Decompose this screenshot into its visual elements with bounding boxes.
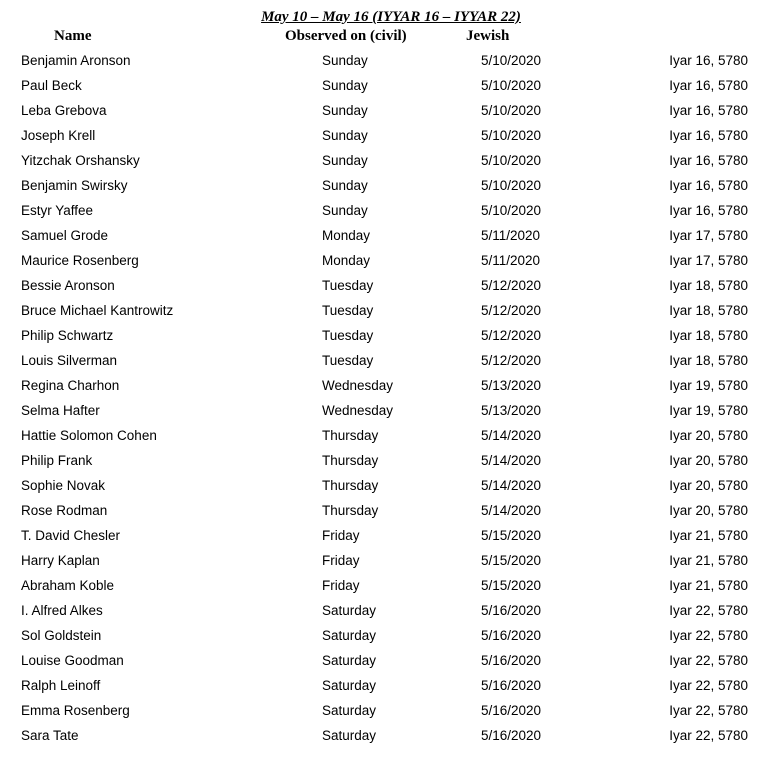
jewish-date: Iyar 18, 5780 [669,353,748,368]
observed-day: Sunday [322,53,368,68]
person-name: T. David Chesler [21,528,121,543]
jewish-date: Iyar 22, 5780 [669,628,748,643]
jewish-date: Iyar 20, 5780 [669,503,748,518]
jewish-date: Iyar 21, 5780 [669,578,748,593]
list-item [0,198,764,223]
list-item [0,523,764,548]
civil-date: 5/10/2020 [481,153,542,168]
civil-date: 5/13/2020 [481,403,542,418]
observed-day: Wednesday [322,378,394,393]
jewish-date: Iyar 21, 5780 [669,528,748,543]
column-header-jewish: Jewish [466,28,510,44]
jewish-date: Iyar 22, 5780 [669,703,748,718]
civil-date: 5/15/2020 [481,553,542,568]
list-item [0,548,764,573]
list-item [0,223,764,248]
observed-day: Wednesday [322,403,394,418]
page-title: May 10 – May 16 (IYYAR 16 – IYYAR 22) [261,9,521,25]
jewish-date: Iyar 19, 5780 [669,378,748,393]
observed-day: Saturday [322,603,377,618]
person-name: Samuel Grode [21,228,109,243]
jewish-date: Iyar 20, 5780 [669,478,748,493]
list-item [0,423,764,448]
person-name: Philip Frank [21,453,93,468]
observed-day: Saturday [322,628,377,643]
names-list [0,48,764,748]
list-item [0,298,764,323]
list-item [0,723,764,748]
observed-day: Thursday [322,453,379,468]
observed-day: Saturday [322,728,377,743]
person-name: Ralph Leinoff [21,678,101,693]
list-item [0,398,764,423]
list-item [0,73,764,98]
civil-date: 5/13/2020 [481,378,542,393]
civil-date: 5/12/2020 [481,353,542,368]
civil-date: 5/16/2020 [481,728,542,743]
jewish-date: Iyar 16, 5780 [669,128,748,143]
list-item [0,148,764,173]
person-name: Rose Rodman [21,503,108,518]
list-item [0,173,764,198]
civil-date: 5/16/2020 [481,628,542,643]
civil-date: 5/16/2020 [481,603,542,618]
jewish-date: Iyar 18, 5780 [669,278,748,293]
civil-date: 5/10/2020 [481,178,542,193]
person-name: Paul Beck [21,78,82,93]
list-item [0,48,764,73]
person-name: Sophie Novak [21,478,106,493]
observed-day: Tuesday [322,328,374,343]
observed-day: Monday [322,228,371,243]
column-header-name: Name [54,28,92,44]
list-item [0,123,764,148]
observed-day: Sunday [322,178,368,193]
list-item [0,248,764,273]
list-item [0,373,764,398]
observed-day: Monday [322,253,371,268]
jewish-date: Iyar 22, 5780 [669,653,748,668]
person-name: Sara Tate [21,728,79,743]
person-name: Joseph Krell [21,128,96,143]
jewish-date: Iyar 16, 5780 [669,203,748,218]
observed-day: Thursday [322,503,379,518]
person-name: Bruce Michael Kantrowitz [21,303,174,318]
civil-date: 5/15/2020 [481,578,542,593]
observed-day: Friday [322,528,360,543]
observed-day: Saturday [322,703,377,718]
list-item [0,273,764,298]
civil-date: 5/16/2020 [481,678,542,693]
list-item [0,98,764,123]
civil-date: 5/10/2020 [481,53,542,68]
civil-date: 5/12/2020 [481,303,542,318]
civil-date: 5/14/2020 [481,453,542,468]
list-item [0,498,764,523]
jewish-date: Iyar 16, 5780 [669,153,748,168]
civil-date: 5/14/2020 [481,428,542,443]
person-name: Philip Schwartz [21,328,114,343]
civil-date: 5/10/2020 [481,203,542,218]
civil-date: 5/11/2020 [481,228,541,243]
observed-day: Tuesday [322,303,374,318]
jewish-date: Iyar 16, 5780 [669,103,748,118]
list-item [0,323,764,348]
jewish-date: Iyar 17, 5780 [669,253,748,268]
observed-day: Thursday [322,428,379,443]
person-name: Emma Rosenberg [21,703,130,718]
person-name: Estyr Yaffee [21,203,94,218]
jewish-date: Iyar 18, 5780 [669,303,748,318]
jewish-date: Iyar 22, 5780 [669,728,748,743]
person-name: Leba Grebova [21,103,107,118]
observed-day: Friday [322,578,360,593]
jewish-date: Iyar 16, 5780 [669,53,748,68]
observed-day: Friday [322,553,360,568]
person-name: Bessie Aronson [21,278,115,293]
observed-day: Sunday [322,78,368,93]
list-item [0,598,764,623]
jewish-date: Iyar 20, 5780 [669,428,748,443]
jewish-date: Iyar 17, 5780 [669,228,748,243]
person-name: Hattie Solomon Cohen [21,428,157,443]
list-item [0,623,764,648]
list-item [0,673,764,698]
jewish-date: Iyar 18, 5780 [669,328,748,343]
person-name: I. Alfred Alkes [21,603,103,618]
observed-day: Sunday [322,153,368,168]
civil-date: 5/10/2020 [481,128,542,143]
jewish-date: Iyar 22, 5780 [669,678,748,693]
observed-day: Thursday [322,478,379,493]
person-name: Louis Silverman [21,353,118,368]
civil-date: 5/10/2020 [481,103,542,118]
jewish-date: Iyar 19, 5780 [669,403,748,418]
observed-day: Saturday [322,653,377,668]
jewish-date: Iyar 20, 5780 [669,453,748,468]
civil-date: 5/16/2020 [481,703,542,718]
civil-date: 5/10/2020 [481,78,542,93]
person-name: Benjamin Aronson [21,53,131,68]
column-header-observed: Observed on (civil) [285,28,407,44]
observed-day: Sunday [322,128,368,143]
observed-day: Sunday [322,103,368,118]
list-item [0,698,764,723]
person-name: Benjamin Swirsky [21,178,128,193]
civil-date: 5/14/2020 [481,503,542,518]
civil-date: 5/15/2020 [481,528,542,543]
person-name: Yitzchak Orshansky [21,153,140,168]
jewish-date: Iyar 16, 5780 [669,78,748,93]
list-item [0,648,764,673]
list-item [0,473,764,498]
jewish-date: Iyar 21, 5780 [669,553,748,568]
person-name: Harry Kaplan [21,553,100,568]
civil-date: 5/12/2020 [481,278,542,293]
jewish-date: Iyar 22, 5780 [669,603,748,618]
civil-date: 5/12/2020 [481,328,542,343]
civil-date: 5/14/2020 [481,478,542,493]
observed-day: Sunday [322,203,368,218]
person-name: Maurice Rosenberg [21,253,139,268]
list-item [0,573,764,598]
civil-date: 5/11/2020 [481,253,541,268]
list-item [0,448,764,473]
list-item [0,348,764,373]
person-name: Selma Hafter [21,403,100,418]
person-name: Regina Charhon [21,378,120,393]
civil-date: 5/16/2020 [481,653,542,668]
jewish-date: Iyar 16, 5780 [669,178,748,193]
observed-day: Tuesday [322,278,374,293]
person-name: Louise Goodman [21,653,124,668]
observed-day: Saturday [322,678,377,693]
person-name: Abraham Koble [21,578,115,593]
observed-day: Tuesday [322,353,374,368]
person-name: Sol Goldstein [21,628,102,643]
